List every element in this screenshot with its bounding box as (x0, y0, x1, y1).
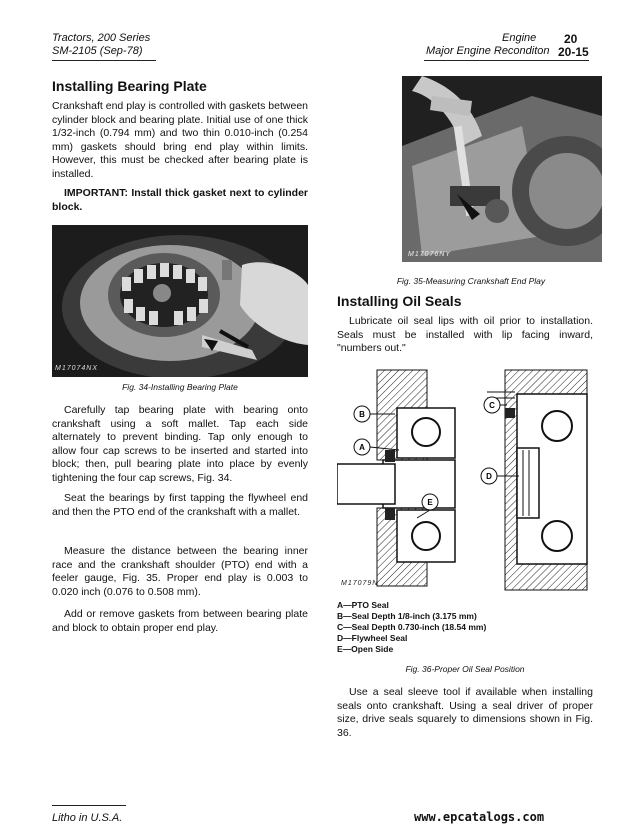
legend-item-a: A—PTO Seal (337, 600, 389, 610)
paragraph-lubricate-seals: Lubricate oil seal lips with oil prior to installation. Seals must be installed with lip facing inward, "numbers out." (337, 315, 593, 355)
legend-item-e: E—Open Side (337, 644, 394, 654)
callout-b: B (359, 410, 365, 419)
figure-34-photo (52, 225, 308, 377)
legend-item-c: C—Seal Depth 0.730-inch (18.54 mm) (337, 622, 487, 632)
legend-item-b: B—Seal Depth 1/8-inch (3.175 mm) (337, 611, 477, 621)
header-section-title: Engine (502, 32, 537, 44)
callout-d: D (486, 472, 492, 481)
figure-36-diagram (337, 368, 593, 594)
header-rule-left (52, 60, 156, 61)
legend-item-d: D—Flywheel Seal (337, 633, 408, 643)
heading-installing-bearing-plate: Installing Bearing Plate (52, 78, 207, 94)
paragraph-seal-sleeve-tool: Use a seal sleeve tool if available when installing seals onto crankshaft. Using a seal driver of proper size, drive seals squarely to dimensions shown in Fig. 36. (337, 686, 593, 739)
paragraph-end-play-gaskets: Crankshaft end play is controlled with gaskets between cylinder block and bearing plate. Initial use of one thick 1/32-inch (0.794 mm) and two thin 0.010-inch (0.254 mm) gaskets should bring end play within limits. However, this must be checked after bearing plate is installed. (52, 100, 308, 180)
header-page-number: 20-15 (558, 45, 589, 59)
header-page-group: 20 (564, 32, 578, 46)
header-rule-right (424, 60, 589, 61)
footer-litho: Litho in U.S.A. (52, 812, 123, 824)
figure-36-legend (337, 600, 597, 655)
paragraph-seat-bearings: Seat the bearings by first tapping the flywheel end and then the PTO end of the crankshaft with a mallet. (52, 492, 308, 518)
figure-34-caption: Fig. 34-Installing Bearing Plate (122, 382, 238, 392)
header-series: Tractors, 200 Series (52, 32, 151, 44)
paragraph-tap-bearing-plate: Carefully tap bearing plate with bearing onto crankshaft using a soft mallet. Tap each side alternately to prevent binding. Tap only enough to allow four cap screws to be inserted and started into block; then, pull bearing plate into place by evenly tightening the four cap screws, Fig. 34. (52, 404, 308, 484)
callout-e: E (427, 498, 433, 507)
paragraph-measure-end-play: Measure the distance between the bearing inner race and the crankshaft shoulder (PTO) end with a feeler gauge, Fig. 35. Proper end play is 0.003 to 0.020 inch (0.076 to 0.508 mm). (52, 545, 308, 598)
figure-35-code: M17076NY (408, 251, 452, 258)
figure-35-caption: Fig. 35-Measuring Crankshaft End Play (396, 276, 546, 286)
figure-36-code: M17079N (341, 580, 379, 587)
callout-a: A (359, 443, 365, 452)
footer-website: www.epcatalogs.com (414, 810, 545, 824)
paragraph-adjust-gaskets: Add or remove gaskets from between bearing plate and block to obtain proper end play. (52, 608, 308, 634)
figure-36-caption: Fig. 36-Proper Oil Seal Position (405, 664, 525, 674)
figure-34-code: M17074NX (55, 365, 99, 372)
figure-35-photo (402, 76, 602, 262)
footer-rule (52, 805, 126, 806)
callout-c: C (489, 401, 495, 410)
heading-installing-oil-seals: Installing Oil Seals (337, 293, 462, 309)
header-subtitle: Major Engine Reconditon (426, 45, 550, 57)
header-manual-code: SM-2105 (Sep-78) (52, 45, 143, 57)
important-note: IMPORTANT: Install thick gasket next to cylinder block. (52, 187, 308, 213)
